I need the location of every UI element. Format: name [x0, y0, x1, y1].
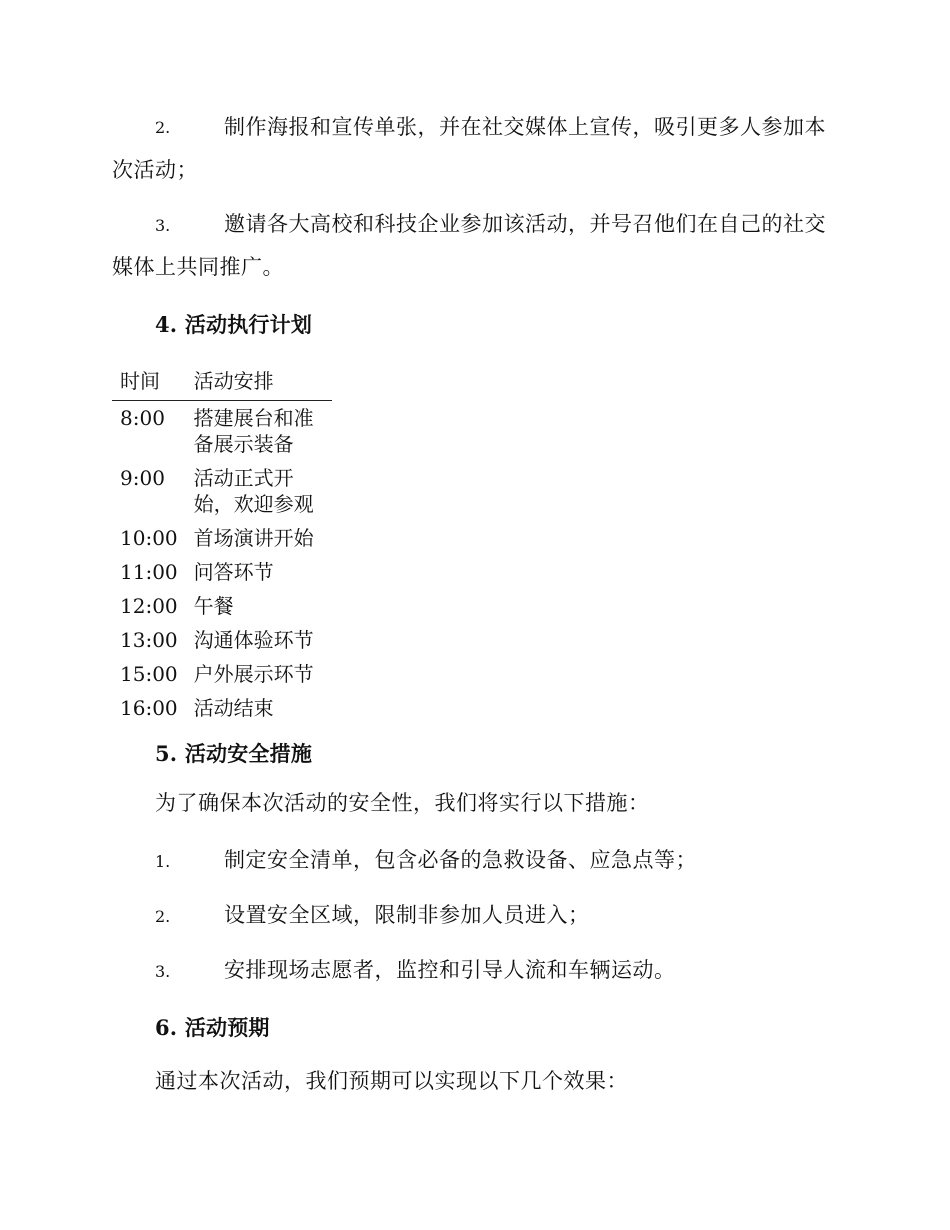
table-cell-time: 8:00: [120, 406, 165, 430]
table-cell-plan: 活动结束: [193, 696, 274, 720]
table-cell-time: 10:00: [120, 526, 178, 550]
list-item-text: 设置安全区域，限制非参加人员进入；: [224, 903, 590, 927]
table-cell-time: 9:00: [120, 466, 165, 490]
table-cell-plan: 问答环节: [193, 560, 274, 584]
table-row: [112, 657, 332, 691]
schedule-table-wrapper: [112, 363, 332, 725]
paragraph: 为了确保本次活动的安全性，我们将实行以下措施：: [155, 791, 650, 815]
paragraph: 通过本次活动，我们预期可以实现以下几个效果：: [155, 1069, 628, 1093]
table-cell-time: 16:00: [120, 696, 178, 720]
list-item-text: 制定安全清单，包含必备的急救设备、应急点等；: [224, 848, 697, 872]
list-number: 3.: [155, 962, 171, 981]
table-row: [112, 555, 332, 589]
list-item-text-continued: 媒体上共同推广。: [112, 255, 284, 279]
list-item-text: 邀请各大高校和科技企业参加该活动，并号召他们在自己的社交: [224, 212, 826, 236]
list-item-text: 安排现场志愿者，监控和引导人流和车辆运动。: [224, 958, 676, 982]
table-cell-time: 13:00: [120, 628, 178, 652]
table-row: [112, 589, 332, 623]
table-row: [112, 691, 332, 725]
table-cell-time: 15:00: [120, 662, 178, 686]
list-item-text-continued: 次活动；: [112, 158, 198, 182]
list-number: 1.: [155, 852, 171, 871]
table-row: [112, 521, 332, 555]
table-row: [112, 401, 332, 462]
table-cell-plan: 午餐: [193, 594, 234, 618]
table-cell-time: 12:00: [120, 594, 178, 618]
table-cell-plan: 搭建展台和准备展示装备: [193, 406, 314, 456]
table-row: [112, 461, 332, 521]
table-cell-plan: 活动正式开始，欢迎参观: [193, 466, 314, 516]
section-heading: 5. 活动安全措施: [155, 741, 313, 766]
list-number: 2.: [155, 907, 171, 926]
section-heading: 4. 活动执行计划: [155, 312, 313, 337]
list-number: 3.: [155, 216, 171, 235]
table-cell-plan: 沟通体验环节: [193, 628, 314, 652]
table-cell-time: 11:00: [120, 560, 178, 584]
table-cell-plan: 户外展示环节: [193, 662, 314, 686]
section-heading: 6. 活动预期: [155, 1015, 270, 1040]
table-header-time: 时间: [112, 363, 186, 401]
schedule-table: [112, 363, 332, 725]
table-header-row: [112, 363, 332, 401]
table-header-plan: 活动安排: [186, 363, 332, 401]
list-number: 2.: [155, 118, 171, 137]
table-row: [112, 623, 332, 657]
table-cell-plan: 首场演讲开始: [193, 526, 314, 550]
list-item-text: 制作海报和宣传单张，并在社交媒体上宣传，吸引更多人参加本: [224, 115, 826, 139]
